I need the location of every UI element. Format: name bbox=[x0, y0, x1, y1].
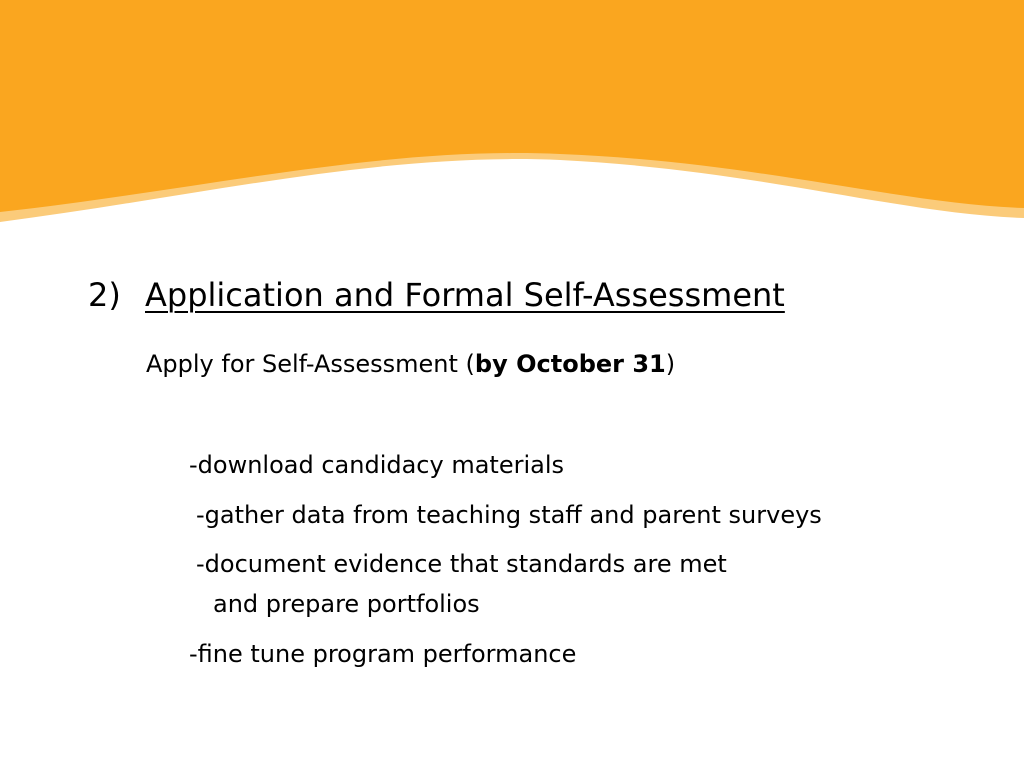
bullet-download-materials: -download candidacy materials bbox=[189, 451, 564, 479]
bullet-document-evidence-continuation: and prepare portfolios bbox=[213, 590, 480, 618]
section-number: 2) bbox=[88, 276, 121, 314]
subheading-prefix: Apply for Self-Assessment ( bbox=[146, 350, 475, 378]
bullet-fine-tune: -fine tune program performance bbox=[189, 640, 577, 668]
subheading bbox=[146, 346, 675, 382]
section-title: Application and Formal Self-Assessment bbox=[145, 276, 785, 314]
subheading-suffix: ) bbox=[665, 350, 676, 378]
deadline-emphasis: by October 31 bbox=[474, 350, 666, 378]
orange-wave-banner bbox=[0, 0, 1024, 230]
bullet-gather-data: -gather data from teaching staff and parent surveys bbox=[196, 501, 822, 529]
section-heading bbox=[88, 272, 785, 318]
wave-fill bbox=[0, 0, 1024, 212]
bullet-document-evidence: -document evidence that standards are met bbox=[196, 550, 727, 578]
